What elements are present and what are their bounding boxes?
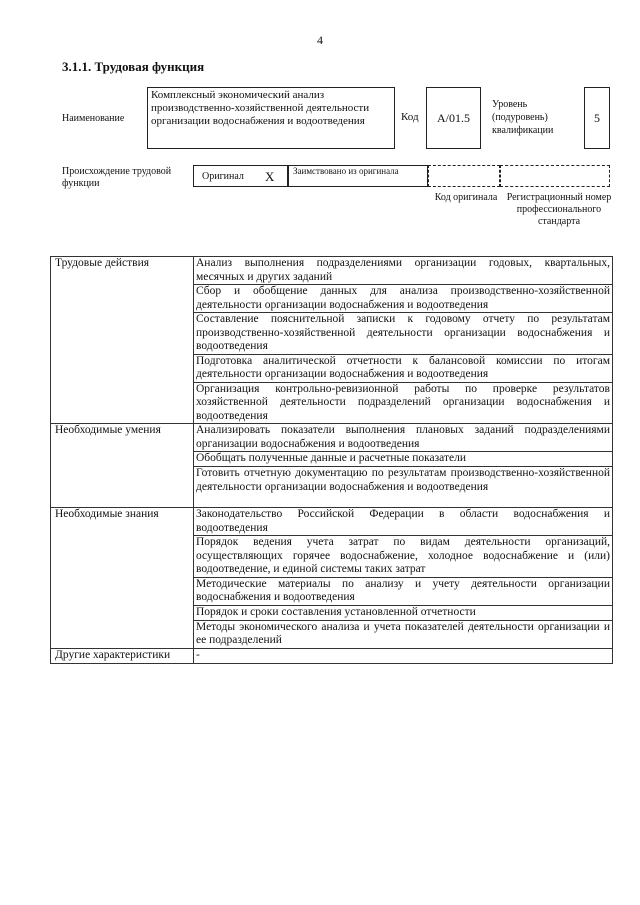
origin-code-label: Код оригинала — [434, 192, 498, 203]
list-item: Методические материалы по анализу и учету деятельности организации водоснабжения и водоотведения — [194, 577, 613, 605]
table-row — [51, 648, 613, 663]
name-label: Наименование — [62, 113, 125, 124]
reg-number-label: Регистрационный номер профессионального стандарта — [506, 192, 612, 227]
list-item: Обобщать полученные данные и расчетные показатели — [194, 452, 613, 467]
list-item: Законодательство Российской Федерации в области водоснабжения и водоотведения — [194, 508, 613, 536]
list-item: Подготовка аналитической отчетности к балансовой комиссии по итогам деятельности организации водоснабжения и водоотведения — [194, 354, 613, 382]
table-row — [51, 257, 613, 285]
origin-row — [193, 165, 610, 187]
list-item: - — [194, 648, 613, 663]
section-title-cell: Необходимые умения — [51, 424, 194, 508]
reg-number-cell — [500, 165, 610, 187]
function-name-box: Комплексный экономический анализ производственно-хозяйственной деятельности организации водоснабжения и водоотведения — [147, 87, 395, 149]
list-item: Анализ выполнения подразделениями организации годовых, квартальных, месячных и других заданий — [194, 257, 613, 285]
function-table — [50, 256, 613, 664]
original-cell — [193, 165, 288, 187]
origin-code-cell — [428, 165, 500, 187]
section-title-cell: Трудовые действия — [51, 257, 194, 424]
original-label: Оригинал — [202, 171, 244, 182]
list-item: Анализировать показатели выполнения плановых заданий подразделениями организации водоснабжения и водоотведения — [194, 424, 613, 452]
table-row — [51, 508, 613, 536]
table-row — [51, 424, 613, 452]
origin-label: Происхождение трудовой функции — [62, 166, 172, 189]
list-item: Методы экономического анализа и учета показателей деятельности организации и ее подразделений — [194, 620, 613, 648]
list-item: Организация контрольно-ревизионной работы по проверке результатов хозяйственной деятельности подразделений организации водоснабжения и водоотведения — [194, 382, 613, 424]
section-title: 3.1.1. Трудовая функция — [62, 59, 205, 74]
section-title-cell: Необходимые знания — [51, 508, 194, 649]
list-item: Составление пояснительной записки к годовому отчету по результатам производственно-хозяйственной деятельности организации водоснабжения и водоотведения — [194, 313, 613, 355]
list-item: Сбор и обобщение данных для анализа производственно-хозяйственной деятельности организации водоснабжения и водоотведения — [194, 285, 613, 313]
borrowed-cell — [288, 165, 428, 187]
level-value-box: 5 — [584, 87, 610, 149]
code-label: Код — [401, 111, 419, 123]
original-mark: X — [265, 169, 275, 184]
list-item: Порядок ведения учета затрат по видам деятельности организаций, осуществляющих горячее водоснабжение, холодное водоснабжение и (или) водоотведение, и единой системы таких затрат — [194, 536, 613, 578]
section-title-cell: Другие характеристики — [51, 648, 194, 663]
list-item: Порядок и сроки составления установленной отчетности — [194, 605, 613, 620]
page-number: 4 — [317, 33, 323, 47]
code-value-box: А/01.5 — [426, 87, 481, 149]
level-label: Уровень (подуровень) квалификации — [492, 99, 554, 136]
borrowed-label: Заимствовано из оригинала — [293, 166, 399, 176]
list-item: Готовить отчетную документацию по результатам производственно-хозяйственной деятельности организации водоснабжения и водоотведения — [194, 467, 613, 508]
